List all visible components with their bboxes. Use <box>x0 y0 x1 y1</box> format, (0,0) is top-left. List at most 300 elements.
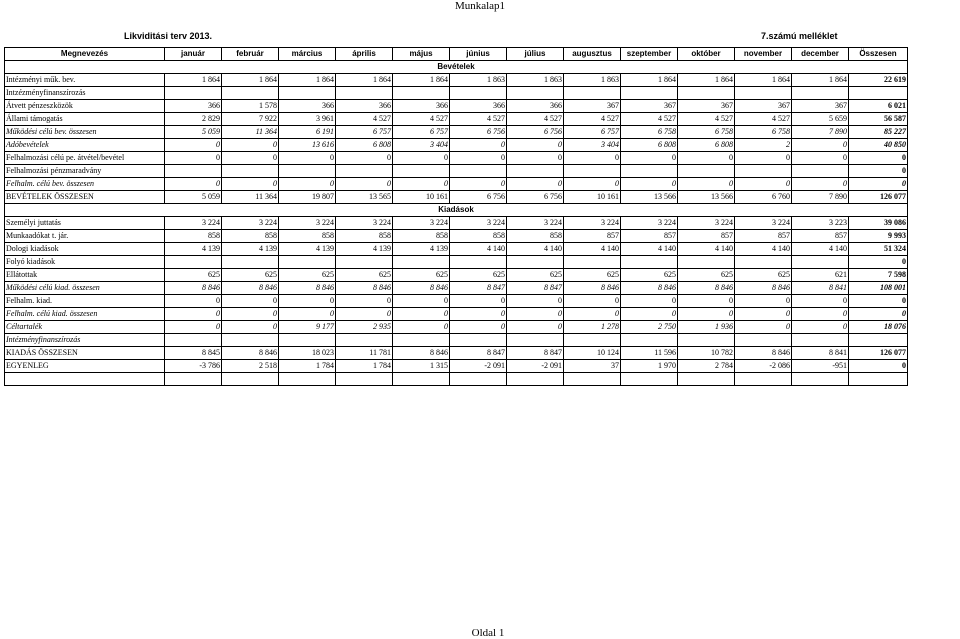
cell-value: 0 <box>393 295 450 308</box>
cell-value: 3 224 <box>507 217 564 230</box>
cell-value <box>678 87 735 100</box>
cell-value: -2 086 <box>735 360 792 373</box>
cell-value <box>678 165 735 178</box>
cell-value: 0 <box>336 308 393 321</box>
cell-value <box>222 334 279 347</box>
cell-value: 0 <box>564 295 621 308</box>
cell-value: 3 224 <box>564 217 621 230</box>
cell-value: 8 841 <box>792 347 849 360</box>
column-header: július <box>507 48 564 61</box>
row-label: Adóbevételek <box>5 139 165 152</box>
column-header: június <box>450 48 507 61</box>
cell-value <box>735 256 792 269</box>
cell-value <box>792 256 849 269</box>
cell-value: 858 <box>507 230 564 243</box>
cell-value: 8 846 <box>336 282 393 295</box>
cell-value: 2 518 <box>222 360 279 373</box>
empty-cell <box>735 373 792 386</box>
cell-value: 625 <box>222 269 279 282</box>
cell-value: 3 404 <box>393 139 450 152</box>
annex-label: 7.számú melléklet <box>761 31 838 41</box>
table-row <box>5 113 908 126</box>
cell-value: 857 <box>564 230 621 243</box>
cell-value: 4 140 <box>564 243 621 256</box>
empty-cell <box>849 373 908 386</box>
cell-value: 6 757 <box>393 126 450 139</box>
cell-value: 0 <box>165 139 222 152</box>
cell-value: 1 864 <box>621 74 678 87</box>
cell-value: 8 841 <box>792 282 849 295</box>
cell-value: 1 278 <box>564 321 621 334</box>
row-label: Intézményi műk. bev. <box>5 74 165 87</box>
cell-value: 621 <box>792 269 849 282</box>
cell-value: 1 578 <box>222 100 279 113</box>
empty-cell <box>222 373 279 386</box>
row-label: Személyi juttatás <box>5 217 165 230</box>
section-title: Bevételek <box>5 61 908 74</box>
cell-value: 1 864 <box>393 74 450 87</box>
table-row <box>5 126 908 139</box>
row-label: Működési célú kiad. összesen <box>5 282 165 295</box>
column-header: január <box>165 48 222 61</box>
cell-value <box>678 334 735 347</box>
cell-value: 1 970 <box>621 360 678 373</box>
column-header: május <box>393 48 450 61</box>
table-row <box>5 295 908 308</box>
document-title: Likviditási terv 2013. <box>124 31 213 41</box>
cell-value: 4 139 <box>279 243 336 256</box>
cell-value: 3 961 <box>279 113 336 126</box>
cell-value: 2 829 <box>165 113 222 126</box>
cell-value <box>507 334 564 347</box>
cell-value: 4 139 <box>336 243 393 256</box>
cell-value: 0 <box>165 321 222 334</box>
row-label: Felhalmozási célú pe. átvétel/bevétel <box>5 152 165 165</box>
cell-value: 0 <box>792 178 849 191</box>
cell-value: 0 <box>678 308 735 321</box>
cell-value: 10 124 <box>564 347 621 360</box>
cell-value: 0 <box>849 308 908 321</box>
cell-value: 13 566 <box>678 191 735 204</box>
cell-value: 0 <box>165 152 222 165</box>
empty-cell <box>678 373 735 386</box>
page-header: Munkalap1 <box>454 0 506 12</box>
cell-value: 4 140 <box>792 243 849 256</box>
cell-value <box>279 334 336 347</box>
cell-value: 367 <box>792 100 849 113</box>
cell-value: 8 847 <box>507 347 564 360</box>
cell-value: 4 140 <box>507 243 564 256</box>
cell-value: 8 846 <box>678 282 735 295</box>
cell-value: 625 <box>678 269 735 282</box>
cell-value: 1 863 <box>507 74 564 87</box>
cell-value: 37 <box>564 360 621 373</box>
cell-value: 0 <box>621 295 678 308</box>
table-row <box>5 230 908 243</box>
table-row <box>5 139 908 152</box>
column-header: Összesen <box>849 48 908 61</box>
cell-value <box>792 87 849 100</box>
cell-value <box>393 256 450 269</box>
cell-value: 3 224 <box>678 217 735 230</box>
cell-value: 126 077 <box>849 191 908 204</box>
cell-value: 0 <box>849 165 908 178</box>
table-row <box>5 256 908 269</box>
cell-value: 4 139 <box>165 243 222 256</box>
cell-value <box>735 165 792 178</box>
cell-value: 4 527 <box>564 113 621 126</box>
cell-value: 4 139 <box>393 243 450 256</box>
row-label: Dologi kiadások <box>5 243 165 256</box>
cell-value <box>450 256 507 269</box>
empty-row <box>5 373 908 386</box>
cell-value <box>393 87 450 100</box>
cell-value: 3 224 <box>222 217 279 230</box>
cell-value: 0 <box>849 178 908 191</box>
table-row <box>5 269 908 282</box>
cell-value: 6 757 <box>336 126 393 139</box>
cell-value: 6 756 <box>450 191 507 204</box>
cell-value: 2 784 <box>678 360 735 373</box>
section-title: Kiadások <box>5 204 908 217</box>
cell-value: 4 139 <box>222 243 279 256</box>
cell-value <box>165 87 222 100</box>
cell-value: 858 <box>336 230 393 243</box>
cell-value: 10 161 <box>393 191 450 204</box>
cell-value <box>222 256 279 269</box>
cell-value: 0 <box>678 295 735 308</box>
row-label: Intézményfinanszírozás <box>5 334 165 347</box>
column-header: március <box>279 48 336 61</box>
table-row <box>5 243 908 256</box>
row-label: Felhalm. célú kiad. összesen <box>5 308 165 321</box>
cell-value <box>393 165 450 178</box>
cell-value: 8 847 <box>507 282 564 295</box>
cell-value: 5 059 <box>165 126 222 139</box>
cell-value <box>336 256 393 269</box>
cell-value: 0 <box>336 152 393 165</box>
table-row <box>5 360 908 373</box>
cell-value: 367 <box>678 100 735 113</box>
row-label: Folyó kiadások <box>5 256 165 269</box>
cell-value: 6 756 <box>507 191 564 204</box>
table-row <box>5 74 908 87</box>
cell-value: 858 <box>222 230 279 243</box>
cell-value: 3 224 <box>393 217 450 230</box>
cell-value <box>564 256 621 269</box>
empty-cell <box>5 373 165 386</box>
cell-value: 8 845 <box>165 347 222 360</box>
cell-value <box>792 165 849 178</box>
cell-value: 0 <box>279 178 336 191</box>
cell-value: 858 <box>393 230 450 243</box>
cell-value: 6 808 <box>336 139 393 152</box>
cell-value: 8 846 <box>564 282 621 295</box>
cell-value: 4 527 <box>507 113 564 126</box>
cell-value: 4 140 <box>678 243 735 256</box>
cell-value: 625 <box>393 269 450 282</box>
cell-value: 6 757 <box>564 126 621 139</box>
cell-value: 0 <box>792 295 849 308</box>
cell-value: 0 <box>564 308 621 321</box>
cell-value: 858 <box>450 230 507 243</box>
cell-value: 10 161 <box>564 191 621 204</box>
cell-value: 625 <box>735 269 792 282</box>
cell-value: 8 846 <box>222 282 279 295</box>
table-row <box>5 282 908 295</box>
cell-value: 367 <box>564 100 621 113</box>
row-label: Céltartalék <box>5 321 165 334</box>
cell-value: 8 846 <box>222 347 279 360</box>
column-header: december <box>792 48 849 61</box>
cell-value: 0 <box>222 139 279 152</box>
cell-value: 3 223 <box>792 217 849 230</box>
empty-cell <box>564 373 621 386</box>
table-row <box>5 321 908 334</box>
cell-value: 3 224 <box>279 217 336 230</box>
cell-value: 7 890 <box>792 191 849 204</box>
cell-value: 6 756 <box>450 126 507 139</box>
column-header: október <box>678 48 735 61</box>
empty-cell <box>792 373 849 386</box>
cell-value: 7 922 <box>222 113 279 126</box>
cell-value: 6 760 <box>735 191 792 204</box>
cell-value: 366 <box>393 100 450 113</box>
cell-value: 625 <box>621 269 678 282</box>
cell-value: 11 364 <box>222 126 279 139</box>
cell-value: 858 <box>279 230 336 243</box>
cell-value <box>165 165 222 178</box>
cell-value: 6 758 <box>621 126 678 139</box>
cell-value: 6 758 <box>735 126 792 139</box>
cell-value: 625 <box>564 269 621 282</box>
cell-value: 0 <box>507 178 564 191</box>
column-header-row <box>5 48 908 61</box>
cell-value: 3 224 <box>165 217 222 230</box>
cell-value: 8 846 <box>735 282 792 295</box>
page-footer: Oldal 1 <box>471 627 505 639</box>
cell-value: 1 864 <box>222 74 279 87</box>
cell-value <box>507 165 564 178</box>
empty-cell <box>450 373 507 386</box>
column-header: február <box>222 48 279 61</box>
table-row <box>5 217 908 230</box>
empty-cell <box>393 373 450 386</box>
empty-cell <box>279 373 336 386</box>
cell-value: 18 076 <box>849 321 908 334</box>
column-header: Megnevezés <box>5 48 165 61</box>
cell-value: 1 864 <box>678 74 735 87</box>
cell-value: 9 993 <box>849 230 908 243</box>
cell-value: 19 807 <box>279 191 336 204</box>
row-label: Felhalm. kiad. <box>5 295 165 308</box>
cell-value: 1 784 <box>279 360 336 373</box>
cell-value: 10 782 <box>678 347 735 360</box>
cell-value <box>279 256 336 269</box>
cell-value <box>621 256 678 269</box>
cell-value: 366 <box>165 100 222 113</box>
cell-value: 0 <box>222 152 279 165</box>
cell-value: 367 <box>621 100 678 113</box>
row-label: Átvett pénzeszközök <box>5 100 165 113</box>
cell-value: 1 315 <box>393 360 450 373</box>
cell-value: 625 <box>165 269 222 282</box>
cell-value: 11 596 <box>621 347 678 360</box>
cell-value: 0 <box>336 295 393 308</box>
table-row <box>5 178 908 191</box>
cell-value: 6 808 <box>678 139 735 152</box>
cell-value: 0 <box>564 152 621 165</box>
cell-value: 1 864 <box>792 74 849 87</box>
cell-value: 366 <box>450 100 507 113</box>
cell-value: 8 847 <box>450 282 507 295</box>
cell-value: 0 <box>279 308 336 321</box>
cell-value: 13 566 <box>621 191 678 204</box>
cell-value: 8 846 <box>735 347 792 360</box>
cell-value: 3 224 <box>450 217 507 230</box>
cell-value: 5 659 <box>792 113 849 126</box>
cell-value: 1 863 <box>450 74 507 87</box>
cell-value <box>222 165 279 178</box>
cell-value: 1 864 <box>336 74 393 87</box>
cell-value <box>450 87 507 100</box>
cell-value: 3 404 <box>564 139 621 152</box>
cell-value: 0 <box>450 295 507 308</box>
cell-value: 366 <box>336 100 393 113</box>
cell-value: 2 935 <box>336 321 393 334</box>
cell-value: 0 <box>792 308 849 321</box>
cell-value: 0 <box>792 152 849 165</box>
cell-value: 0 <box>393 321 450 334</box>
cell-value: 6 021 <box>849 100 908 113</box>
cell-value: 1 784 <box>336 360 393 373</box>
cell-value: -2 091 <box>450 360 507 373</box>
empty-cell <box>507 373 564 386</box>
cell-value <box>165 256 222 269</box>
cell-value: 51 324 <box>849 243 908 256</box>
cell-value: -951 <box>792 360 849 373</box>
cell-value: 0 <box>792 321 849 334</box>
cell-value: 4 527 <box>450 113 507 126</box>
cell-value: 0 <box>849 295 908 308</box>
cell-value: 0 <box>678 152 735 165</box>
row-label: EGYENLEG <box>5 360 165 373</box>
cell-value: 8 846 <box>393 282 450 295</box>
cell-value: 0 <box>450 139 507 152</box>
cell-value: 0 <box>507 308 564 321</box>
table-row <box>5 152 908 165</box>
cell-value <box>336 334 393 347</box>
cell-value: 0 <box>165 295 222 308</box>
cell-value <box>279 87 336 100</box>
column-header: november <box>735 48 792 61</box>
cell-value: 1 864 <box>165 74 222 87</box>
cell-value: 0 <box>450 178 507 191</box>
row-label: Állami támogatás <box>5 113 165 126</box>
cell-value: 625 <box>279 269 336 282</box>
cell-value: 56 587 <box>849 113 908 126</box>
cell-value: 3 224 <box>336 217 393 230</box>
cell-value: 0 <box>222 321 279 334</box>
cell-value: 4 527 <box>621 113 678 126</box>
cell-value: 4 527 <box>393 113 450 126</box>
cell-value: 0 <box>450 308 507 321</box>
cell-value <box>564 165 621 178</box>
cell-value: 11 364 <box>222 191 279 204</box>
cell-value: 7 890 <box>792 126 849 139</box>
cell-value: 0 <box>735 295 792 308</box>
cell-value: 8 846 <box>393 347 450 360</box>
cell-value: 0 <box>849 360 908 373</box>
cell-value: 0 <box>222 295 279 308</box>
cell-value: 8 846 <box>165 282 222 295</box>
section-header-row <box>5 204 908 217</box>
cell-value: 625 <box>450 269 507 282</box>
liquidity-table <box>4 47 908 386</box>
cell-value: 0 <box>393 178 450 191</box>
column-header: szeptember <box>621 48 678 61</box>
cell-value: 2 <box>735 139 792 152</box>
empty-cell <box>621 373 678 386</box>
cell-value: 625 <box>507 269 564 282</box>
row-label: Felhalm. célú bev. összesen <box>5 178 165 191</box>
cell-value: 0 <box>735 321 792 334</box>
cell-value: 0 <box>393 308 450 321</box>
cell-value <box>621 334 678 347</box>
cell-value: 1 864 <box>279 74 336 87</box>
cell-value: 4 140 <box>450 243 507 256</box>
cell-value: 0 <box>222 308 279 321</box>
row-label: Ellátottak <box>5 269 165 282</box>
section-header-row <box>5 61 908 74</box>
cell-value: 4 527 <box>336 113 393 126</box>
cell-value <box>735 87 792 100</box>
cell-value: 0 <box>735 152 792 165</box>
cell-value: -2 091 <box>507 360 564 373</box>
cell-value: 625 <box>336 269 393 282</box>
cell-value: 108 001 <box>849 282 908 295</box>
cell-value: 4 527 <box>735 113 792 126</box>
cell-value: 0 <box>507 321 564 334</box>
cell-value: 0 <box>450 321 507 334</box>
cell-value: 4 527 <box>678 113 735 126</box>
cell-value: 6 758 <box>678 126 735 139</box>
row-label: BEVÉTELEK ÖSSZESEN <box>5 191 165 204</box>
table-row <box>5 308 908 321</box>
table-row <box>5 347 908 360</box>
cell-value <box>450 334 507 347</box>
cell-value: 40 850 <box>849 139 908 152</box>
cell-value <box>621 87 678 100</box>
cell-value: 4 140 <box>735 243 792 256</box>
cell-value: 4 140 <box>621 243 678 256</box>
cell-value: 0 <box>507 295 564 308</box>
table-row <box>5 87 908 100</box>
cell-value: 1 936 <box>678 321 735 334</box>
cell-value <box>792 334 849 347</box>
cell-value: 18 023 <box>279 347 336 360</box>
cell-value: 366 <box>507 100 564 113</box>
cell-value <box>564 87 621 100</box>
table-row <box>5 165 908 178</box>
cell-value: 0 <box>792 139 849 152</box>
cell-value: 1 864 <box>735 74 792 87</box>
table-row <box>5 191 908 204</box>
cell-value: 8 846 <box>279 282 336 295</box>
cell-value: 857 <box>678 230 735 243</box>
cell-value: 0 <box>279 152 336 165</box>
cell-value: 13 616 <box>279 139 336 152</box>
